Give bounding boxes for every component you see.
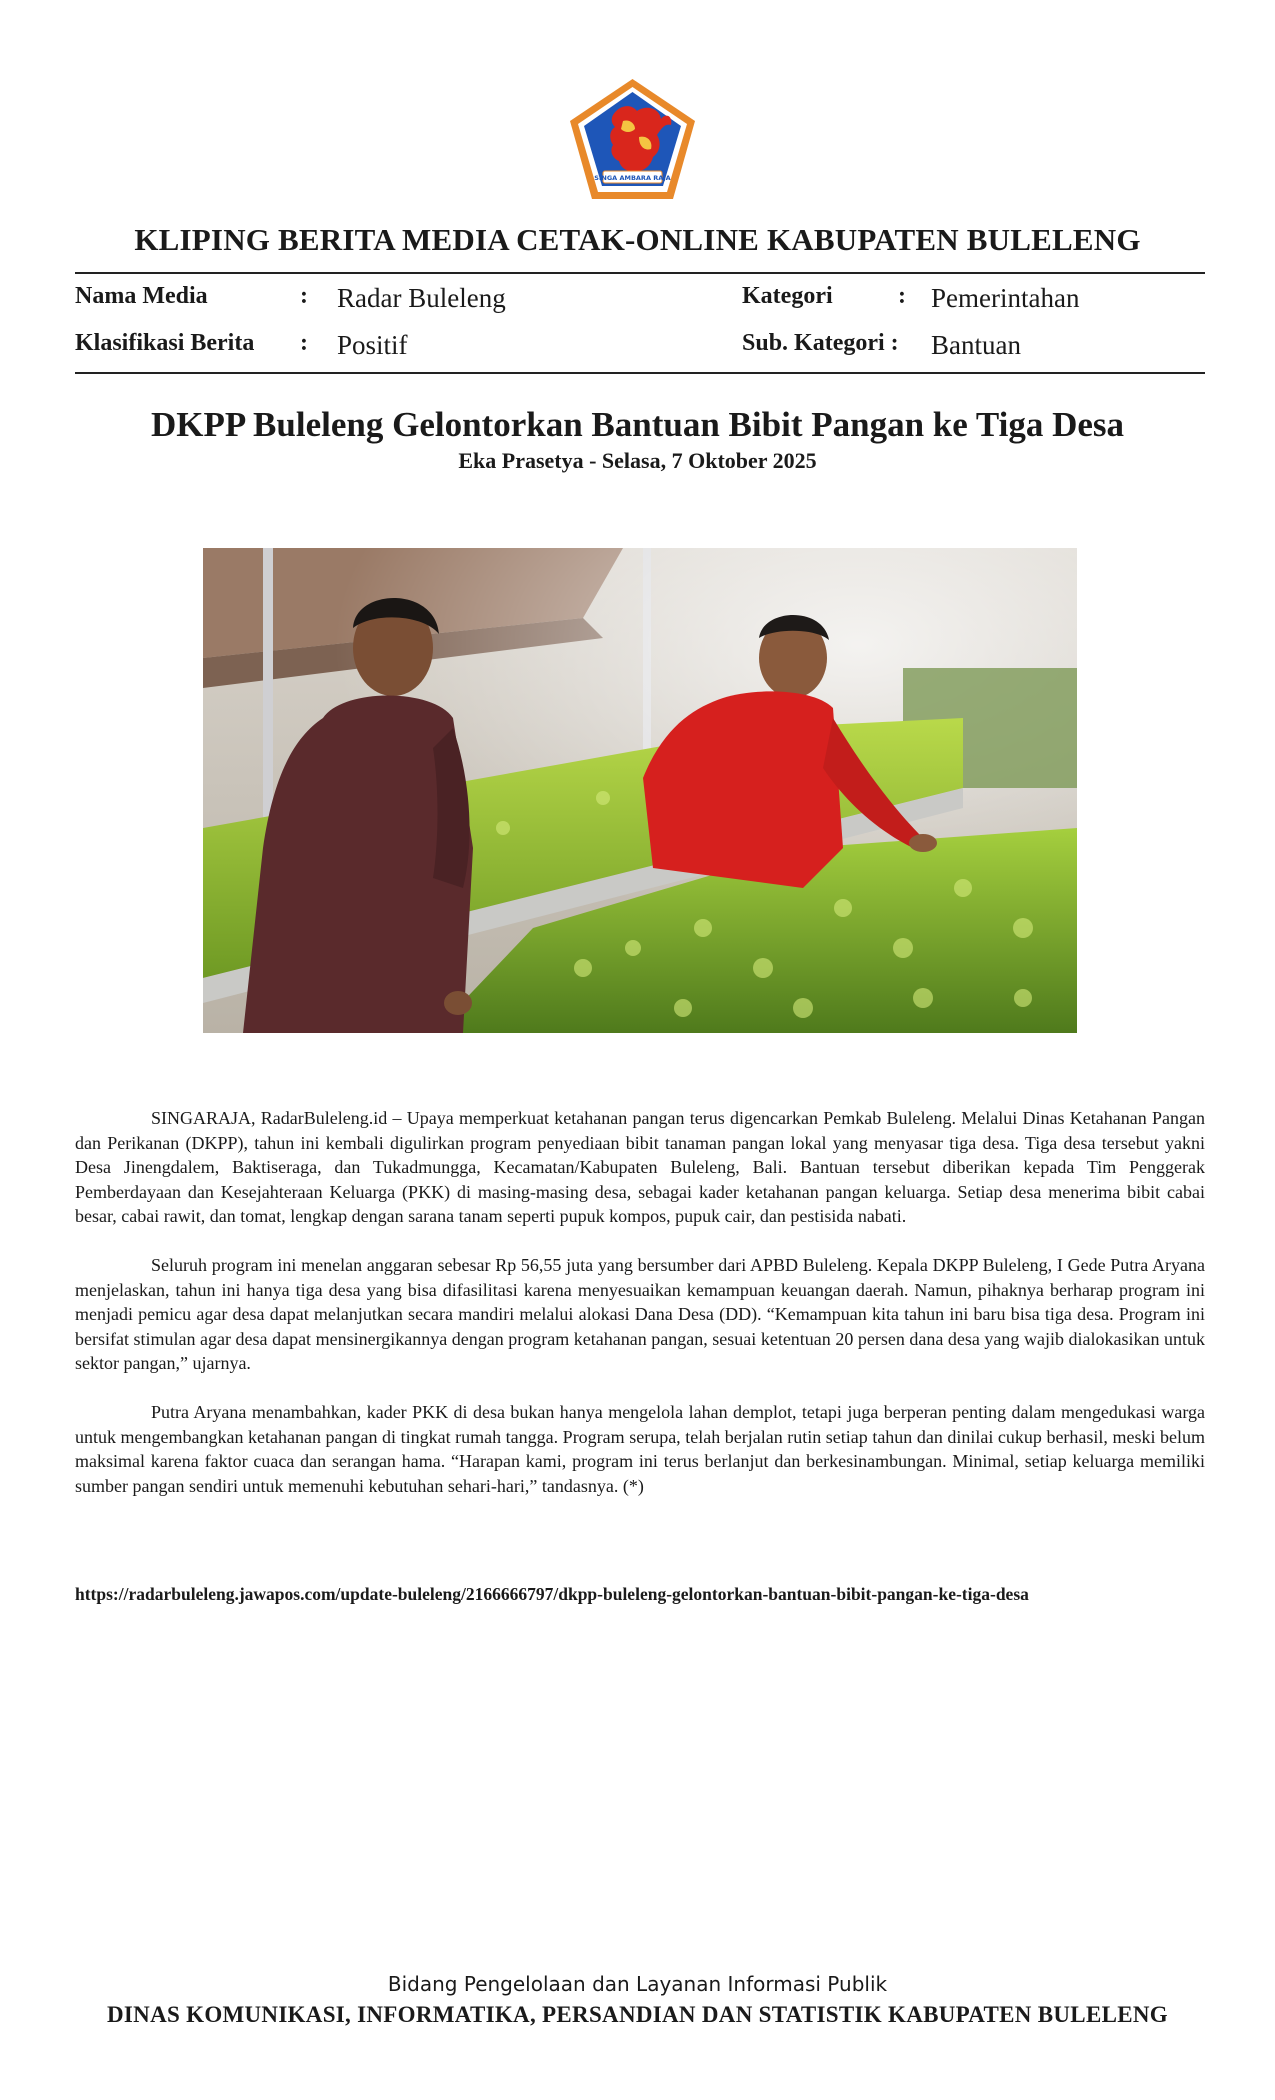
media-label: Nama Media (75, 283, 208, 309)
article-paragraph-3: Putra Aryana menambahkan, kader PKK di desa bukan hanya mengelola lahan demplot, tetapi juga berperan penting dalam mengedukasi warga untuk mengembangkan ketahanan pangan di tingkat rumah tangga. Program serupa, telah berjalan rutin setiap tahun dan dinilai cukup berhasil, meski belum maksimal karena faktor cuaca dan serangan hama. “Harapan kami, program ini terus berlanjut dan berkesinambungan. Minimal, setiap keluarga memiliki sumber pangan sendiri untuk memenuhi kebutuhan sehari-hari,” tandasnya. (*) (75, 1402, 1205, 1496)
article-byline: Eka Prasetya - Selasa, 7 Oktober 2025 (458, 448, 817, 473)
klasifikasi-separator: : (300, 330, 308, 356)
buleleng-logo (565, 75, 700, 203)
article-body (75, 1106, 1205, 1523)
media-value: Radar Buleleng (337, 283, 506, 313)
header-divider-top (75, 272, 1205, 274)
article-photo (203, 548, 1077, 1033)
greenhouse-seedlings-photo (203, 548, 1077, 1033)
subkategori-label: Sub. Kategori : (742, 330, 899, 356)
article-paragraph-2: Seluruh program ini menelan anggaran sebesar Rp 56,55 juta yang bersumber dari APBD Buleleng. Kepala DKPP Buleleng, I Gede Putra Aryana menjelaskan, tahun ini hanya tiga desa yang bisa difasilitasi karena menyesuaikan kemampuan keuangan daerah. Namun, pihaknya berharap program ini menjadi pemicu agar desa dapat melanjutkan secara mandiri melalui alokasi Dana Desa (DD). “Kemampuan kita tahun ini baru bisa tiga desa. Program ini bersifat stimulan agar desa dapat mensinergikannya dengan program ketahanan pangan, sesuai ketentuan 20 persen dana desa yang wajib dialokasikan untuk sektor pangan,” ujarnya. (75, 1255, 1205, 1373)
footer-division: Bidang Pengelolaan dan Layanan Informasi Publik (387, 1972, 888, 1996)
media-separator: : (300, 283, 308, 309)
singa-ambara-raja-emblem (565, 75, 700, 203)
klasifikasi-value: Positif (337, 330, 408, 360)
document-title: KLIPING BERITA MEDIA CETAK-ONLINE KABUPATEN BULELENG (134, 222, 1141, 257)
source-link[interactable]: https://radarbuleleng.jawapos.com/update-buleleng/2166666797/dkpp-buleleng-gelontorkan-bantuan-bibit-pangan-ke-tiga-desa (75, 1584, 1029, 1604)
kategori-value: Pemerintahan (931, 283, 1080, 313)
footer-agency: DINAS KOMUNIKASI, INFORMATIKA, PERSANDIAN DAN STATISTIK KABUPATEN BULELENG (107, 2002, 1168, 2027)
kategori-label: Kategori (742, 283, 833, 309)
article-headline: DKPP Buleleng Gelontorkan Bantuan Bibit Pangan ke Tiga Desa (150, 405, 1125, 444)
header-divider-bottom (75, 372, 1205, 374)
kategori-separator: : (898, 283, 906, 309)
logo-motto-text: SINGA AMBARA RAJA (594, 174, 671, 182)
article-paragraph-1: SINGARAJA, RadarBuleleng.id – Upaya memperkuat ketahanan pangan terus digencarkan Pemkab Buleleng. Melalui Dinas Ketahanan Pangan dan Perikanan (DKPP), tahun ini kembali digulirkan program penyediaan bibit tanaman pangan lokal yang menyasar tiga desa. Tiga desa tersebut yakni Desa Jinengdalem, Baktiseraga, dan Tukadmungga, Kecamatan/Kabupaten Buleleng, Bali. Bantuan tersebut diberikan kepada Tim Penggerak Pemberdayaan dan Kesejahteraan Keluarga (PKK) di masing-masing desa, sebagai kader ketahanan pangan keluarga. Setiap desa menerima bibit cabai besar, cabai rawit, dan tomat, lengkap dengan sarana tanam seperti pupuk kompos, pupuk cair, dan pestisida nabati. (75, 1108, 1205, 1226)
klasifikasi-label: Klasifikasi Berita (75, 330, 255, 356)
subkategori-value: Bantuan (931, 330, 1021, 360)
